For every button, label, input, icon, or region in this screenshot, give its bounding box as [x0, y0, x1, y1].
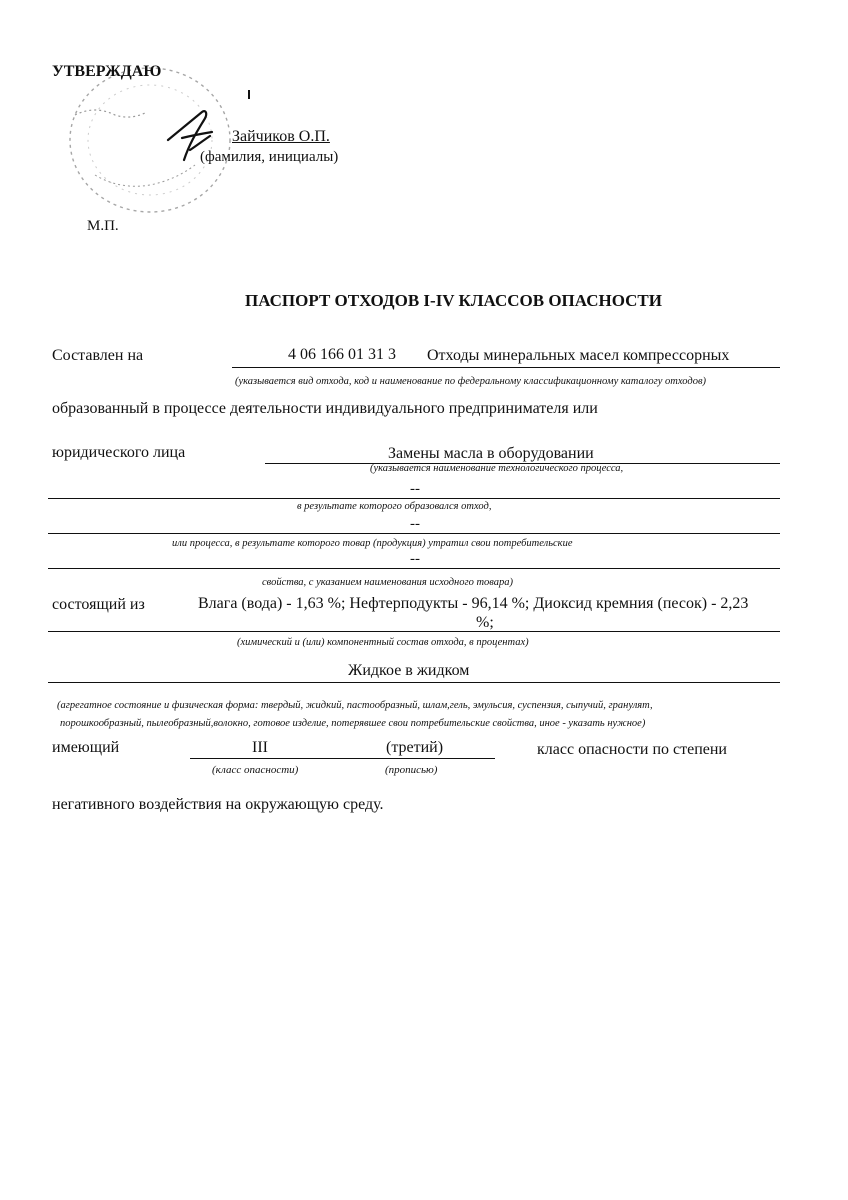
hazard-words-caption: (прописью)	[385, 764, 438, 776]
page-title: ПАСПОРТ ОТХОДОВ I-IV КЛАССОВ ОПАСНОСТИ	[245, 291, 662, 310]
state-caption-1: (агрегатное состояние и физическая форма: твердый, жидкий, пастообразный, шлам,гель, эмульсия, суспензия, сыпучий, гранулят,	[57, 700, 653, 711]
dash-caption: свойства, с указанием наименования исходного товара)	[262, 577, 514, 588]
composition-line2: %;	[476, 614, 494, 631]
state-caption-2: порошкообразный, пылеобразный,волокно, готовое изделие, потерявшее свои потребительские свойства, иное - указать нужное)	[60, 718, 646, 729]
dash-value: --	[410, 516, 420, 532]
composition-caption: (химический и (или) компонентный состав отхода, в процентах)	[237, 637, 529, 648]
composition-label: состоящий из	[52, 596, 145, 613]
dash-caption: в результате которого образовался отход,	[297, 501, 492, 512]
dash-rule	[48, 498, 780, 499]
composed-label: Составлен на	[52, 347, 144, 364]
composition-line1: Влага (вода) - 1,63 %; Нефтерподукты - 96,14 %; Диоксид кремния (песок) - 2,23	[198, 595, 749, 612]
stamp-label: М.П.	[87, 218, 119, 234]
waste-name: Отходы минеральных масел компрессорных	[427, 347, 730, 364]
approver-name: Зайчиков О.П.	[232, 128, 330, 145]
hazard-tail: класс опасности по степени	[537, 741, 727, 758]
hazard-rule	[190, 758, 495, 759]
composed-caption: (указывается вид отхода, код и наименование по федеральному классификационному каталогу отходов)	[235, 376, 707, 387]
entity-label: юридического лица	[52, 444, 186, 461]
hazard-class-value: III	[252, 739, 268, 756]
dash-caption: или процесса, в результате которого товар (продукция) утратил свои потребительские	[172, 538, 573, 549]
mark-tick	[248, 90, 250, 99]
composition-rule	[48, 631, 780, 632]
dash-rule	[48, 568, 780, 569]
hazard-label: имеющий	[52, 739, 120, 756]
dash-value: --	[410, 551, 420, 567]
approver-name-caption: (фамилия, инициалы)	[200, 149, 339, 165]
waste-code: 4 06 166 01 31 3	[288, 346, 396, 363]
final-line: негативного воздействия на окружающую среду.	[52, 796, 384, 813]
hazard-class-words: (третий)	[386, 739, 444, 756]
dash-rule	[48, 533, 780, 534]
formed-line: образованный в процессе деятельности индивидуального предпринимателя или	[52, 400, 598, 417]
dash-value: --	[410, 481, 420, 497]
process-value: Замены масла в оборудовании	[388, 445, 594, 462]
state-value: Жидкое в жидком	[348, 662, 470, 679]
state-rule	[48, 682, 780, 683]
composed-rule	[232, 367, 780, 368]
hazard-class-caption: (класс опасности)	[212, 764, 299, 776]
process-caption: (указывается наименование технологического процесса,	[370, 463, 624, 474]
approval-heading: УТВЕРЖДАЮ	[52, 63, 162, 80]
